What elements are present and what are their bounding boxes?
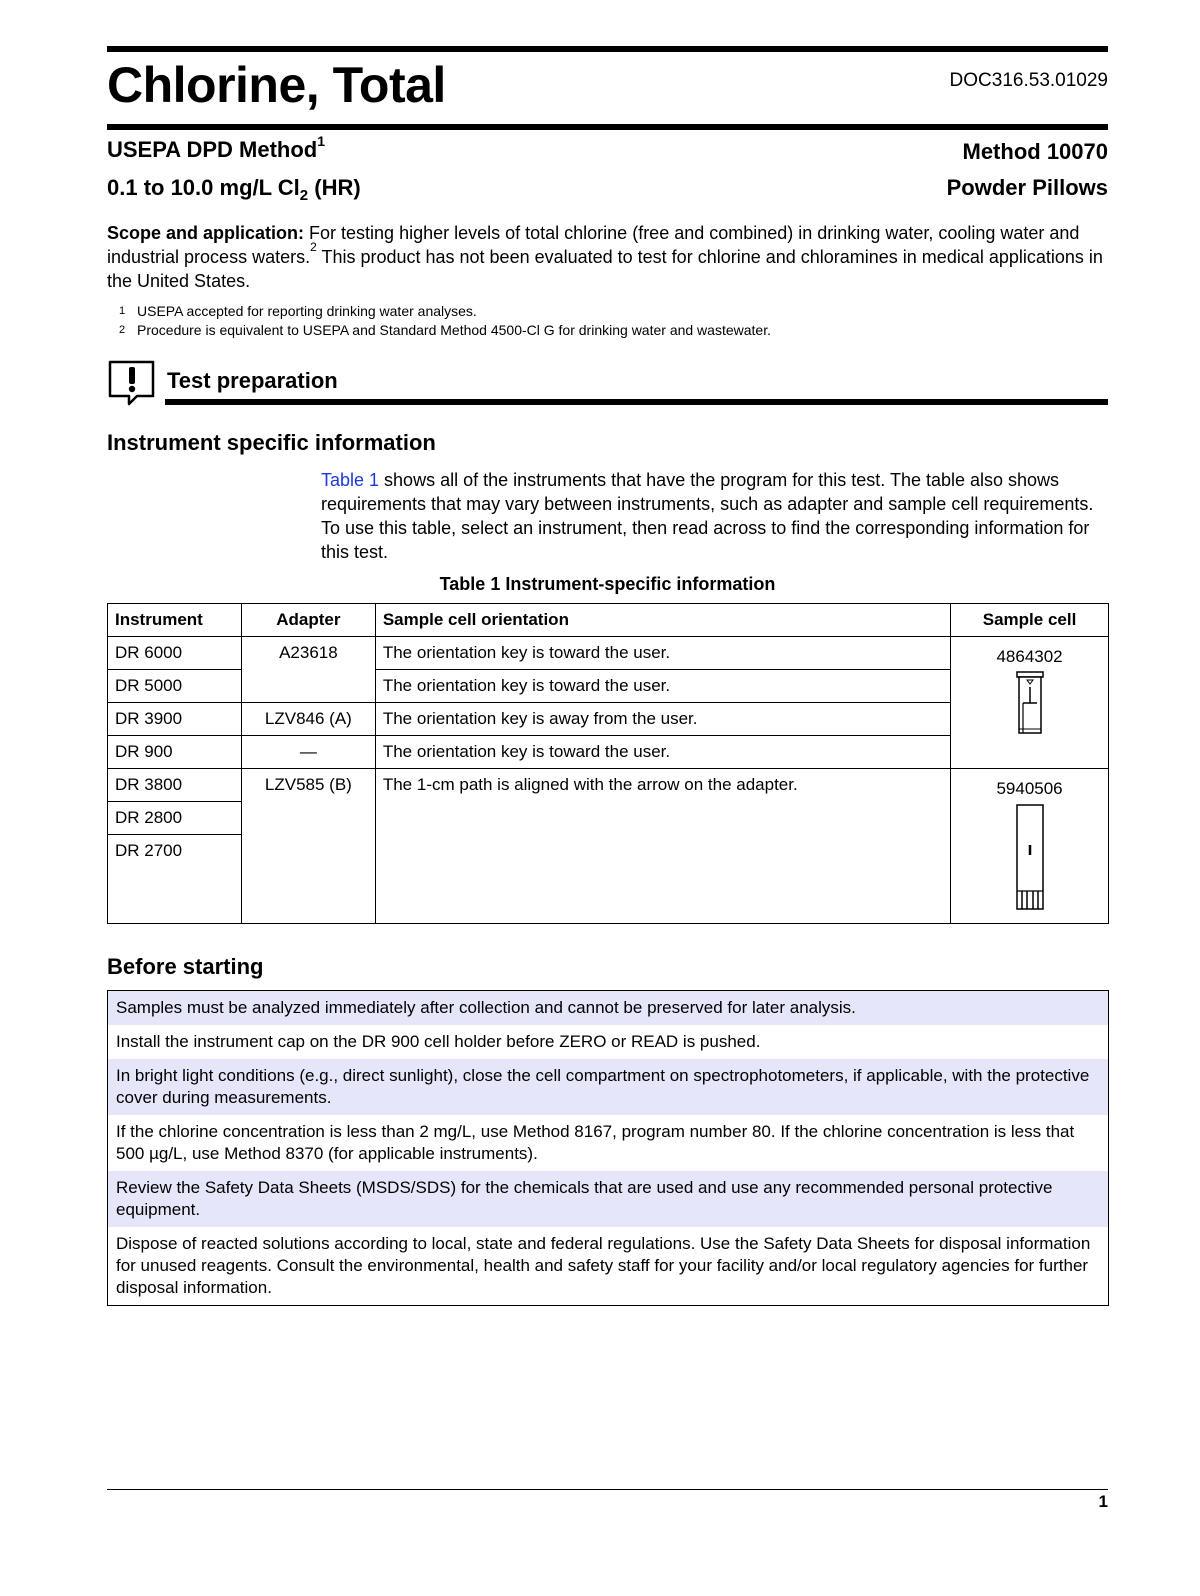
intro-text: shows all of the instruments that have the program for this test. The table also shows requirements that may vary between instruments, such as adapter and sample cell requirements. To use this table, select an instrument, then read across to find the corresponding information for this test. [321, 470, 1094, 562]
list-item [108, 1227, 1109, 1306]
scope-paragraph [107, 221, 1108, 293]
scope-text-b: This product has not been evaluated to test for chlorine and chloramines in medical applications in the United States. [107, 247, 1103, 291]
table-row [108, 769, 1109, 802]
page-number: 1 [1098, 1492, 1108, 1511]
table-row [108, 637, 1109, 670]
format: Powder Pillows [946, 175, 1108, 200]
table-1-link[interactable]: Table 1 [321, 470, 380, 490]
section-title-test-preparation: Test preparation [167, 368, 338, 393]
range [107, 175, 361, 204]
column-header: Adapter [241, 604, 375, 637]
list-item [108, 1171, 1109, 1227]
note-text: Install the instrument cap on the DR 900 cell holder before ZERO or READ is pushed. [108, 1025, 1109, 1059]
footnote-text: Procedure is equivalent to USEPA and Standard Method 4500-Cl G for drinking water and wastewater. [137, 322, 771, 338]
scope-label: Scope and application: [107, 223, 305, 243]
document-page [107, 0, 1108, 1596]
column-header: Sample cell orientation [375, 604, 950, 637]
orientation-cell: The orientation key is toward the user. [375, 736, 950, 769]
orientation-cell: The orientation key is toward the user. [375, 670, 950, 703]
instrument-cell: DR 3800 [108, 769, 242, 802]
sample-cell-square [951, 769, 1109, 924]
instrument-cell: DR 3900 [108, 703, 242, 736]
scope-text-a: For testing higher levels of total chlorine (free and combined) in drinking water, cooling water and industrial process waters. [107, 223, 1080, 267]
list-item [108, 1025, 1109, 1059]
note-text: In bright light conditions (e.g., direct sunlight), close the cell compartment on spectrophotometers, if applicable, with the protective cover during measurements. [108, 1059, 1109, 1115]
heading-before-starting: Before starting [107, 954, 264, 979]
instrument-cell: DR 5000 [108, 670, 242, 703]
instrument-table [107, 603, 1109, 924]
instrument-cell: DR 2800 [108, 802, 242, 835]
table-header-row [108, 604, 1109, 637]
square-sample-cell-icon [1013, 803, 1047, 911]
top-rule [107, 46, 1108, 52]
footer-rule [107, 1489, 1108, 1490]
footnote-text: USEPA accepted for reporting drinking water analyses. [137, 303, 477, 319]
adapter-cell: — [241, 736, 375, 769]
before-starting-table [107, 990, 1109, 1306]
orientation-cell: The 1-cm path is aligned with the arrow on the adapter. [375, 769, 950, 924]
method-name-text: USEPA DPD Method [107, 137, 318, 162]
note-text: Dispose of reacted solutions according to local, state and federal regulations. Use the Safety Data Sheets for disposal information for unused reagents. Consult the environmental, health and safety staff for your facility and/or local regulatory agencies for further disposal information. [108, 1227, 1109, 1306]
method-number: Method 10070 [962, 139, 1108, 164]
page-title: Chlorine, Total [107, 57, 446, 113]
footnotes [119, 302, 771, 340]
adapter-cell: LZV846 (A) [241, 703, 375, 736]
table-caption: Table 1 Instrument-specific information [439, 574, 776, 594]
sample-cell-number: 4864302 [996, 647, 1063, 666]
method-name [107, 133, 326, 163]
note-text: Review the Safety Data Sheets (MSDS/SDS) for the chemicals that are used and use any recommended personal protective equipment. [108, 1171, 1109, 1227]
list-item [108, 1059, 1109, 1115]
list-item [108, 991, 1109, 1026]
note-text: Samples must be analyzed immediately after collection and cannot be preserved for later analysis. [108, 991, 1109, 1026]
footnote-number: 1 [119, 305, 126, 317]
footnote [119, 302, 771, 321]
note-text: If the chlorine concentration is less than 2 mg/L, use Method 8167, program number 80. If the chlorine concentration is less that 500 µg/L, use Method 8370 (for applicable instruments). [108, 1115, 1109, 1171]
footnote [119, 321, 771, 340]
scope-footnote-ref: 2 [310, 240, 317, 254]
orientation-cell: The orientation key is away from the user. [375, 703, 950, 736]
instrument-cell: DR 900 [108, 736, 242, 769]
instrument-cell: DR 2700 [108, 835, 242, 924]
title-rule [107, 124, 1108, 130]
round-sample-cell-icon [1013, 671, 1047, 735]
column-header: Sample cell [951, 604, 1109, 637]
section-rule [165, 399, 1108, 405]
range-suffix: (HR) [308, 175, 361, 200]
orientation-cell: The orientation key is toward the user. [375, 637, 950, 670]
caution-notice-icon [107, 358, 157, 406]
range-prefix: 0.1 to 10.0 mg/L Cl [107, 175, 300, 200]
instrument-cell: DR 6000 [108, 637, 242, 670]
sample-cell-number: 5940506 [996, 779, 1063, 798]
method-footnote-ref: 1 [317, 133, 326, 149]
list-item [108, 1115, 1109, 1171]
doc-number: DOC316.53.01029 [949, 70, 1108, 91]
adapter-cell: LZV585 (B) [241, 769, 375, 924]
instrument-intro [321, 468, 1111, 564]
range-subscript: 2 [299, 187, 309, 204]
adapter-cell: A23618 [241, 637, 375, 703]
heading-instrument-info: Instrument specific information [107, 430, 436, 455]
footnote-number: 2 [119, 324, 126, 336]
sample-cell-round [951, 637, 1109, 769]
column-header: Instrument [108, 604, 242, 637]
